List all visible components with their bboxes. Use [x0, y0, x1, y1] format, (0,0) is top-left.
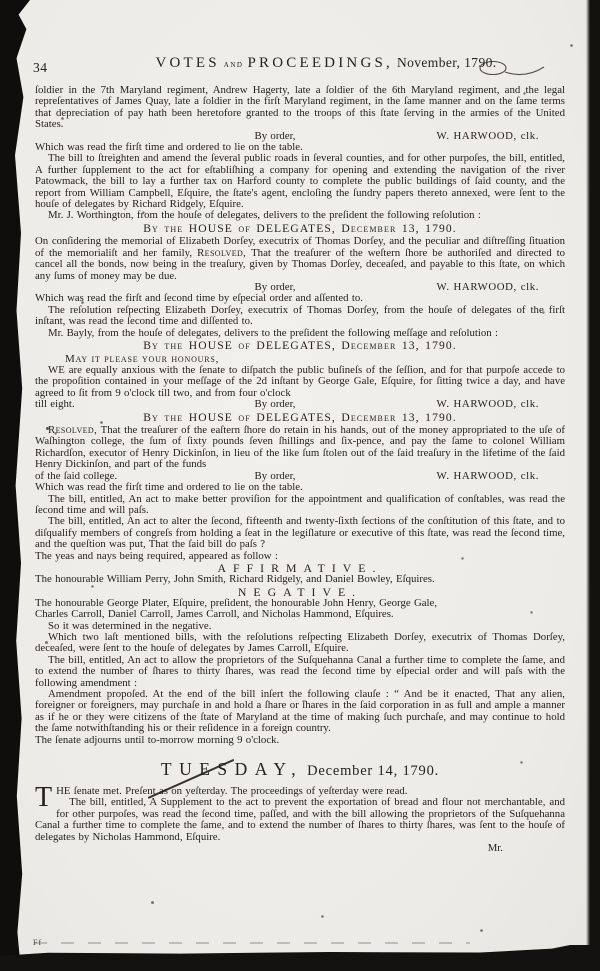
tuesday-day-label: TUESDAY,	[160, 759, 304, 780]
line-determined-negative: So it was determined in the negative.	[48, 619, 212, 632]
paragraph-bayly: Mr. Bayly, from the houſe of delegates, delivers to the preſident the following meſſage and reſolution :	[48, 326, 498, 339]
dorsey-rest-text: That the treaſurer of the weſtern ſhore be authoriſed and directed to cancel all the bonds, now being in the treaſury, given by Thomas Dorſey, deceaſed, and payable to this ſtate, on which any ſums of money may be due.	[35, 246, 565, 282]
signature-mark: Ff	[33, 938, 43, 947]
paragraph-worthington: Mr. J. Worthington, from the houſe of delegates, delivers to the preſident the following reſolution :	[48, 209, 481, 222]
paragraph-alter-constitution: The bill, entitled, An act to alter the ſecond, fifteenth and twenty-ſixth ſections of the conſtitution of this ſtate, and to diſqualify members of congreſs from holding a ſeat in the legiſlature or executive of this ſtate, was read the ſecond time, and the queſtion was put, That the ſaid bill do paſs ?	[35, 515, 565, 551]
by-order-label: By order,	[254, 469, 296, 482]
tuesday-date-label: December 14, 1790.	[307, 763, 440, 780]
page-number: 34	[33, 60, 48, 75]
paragraph-two-last-bills: Which two laſt mentioned bills, with the reſolutions reſpecting Elizabeth Dorſey, executrix of Thomas Dorſey, deceaſed, were ſent to the houſe of delegates by James Carroll, Eſquire.	[35, 630, 565, 655]
resolved-label: Resolved,	[197, 246, 247, 259]
paragraph-constables-bill: The bill, entitled, An act to make better proviſion for the appointment and qualification of conſtables, was read the ſecond time and will paſs.	[35, 492, 565, 516]
line-senate-adjourns: The ſenate adjourns until to-morrow morning 9 o'clock.	[35, 733, 280, 746]
negative-heading: NEGATIVE.	[237, 584, 363, 599]
line-yeas-and-nays: The yeas and nays being required, appeared as follow :	[35, 549, 278, 562]
title-word-and: and	[223, 59, 244, 70]
paragraph-senate-met: HE ſenate met. Preſent as on yeſterday. The proceedings of yeſterday were read.	[56, 785, 408, 798]
by-order-label: By order,	[254, 281, 296, 293]
line-read-first-second-time: Which was read the firſt and ſecond time by eſpecial order and aſſented to.	[35, 292, 363, 305]
house-of-delegates-heading-1: By the HOUSE of DELEGATES, December 13, 1790.	[143, 221, 457, 235]
clerk-signature: W. HARWOOD, clk.	[436, 469, 539, 482]
clerk-signature: W. HARWOOD, clk.	[436, 281, 539, 293]
affirmative-heading: AFFIRMATIVE.	[217, 560, 383, 575]
title-word-votes: VOTES	[155, 55, 220, 71]
affirmative-names: The honourable William Perry, John Smith, Richard Ridgely, and Daniel Bowley, Eſquires.	[35, 573, 435, 586]
house-of-delegates-heading-2: By the HOUSE of DELEGATES, December 13, 1790.	[143, 339, 457, 353]
paragraph-we-accede: WE are equally anxious with the ſenate to diſpatch the public buſineſs of the ſeſſion, and for that purpoſe accede to the propoſition contained in your meſſage of the 2d inſtant by George Gale, Eſquire, for ſitting twice a day, and have agreed to ſit from 9 o'clock till two, and from four o'clock	[35, 363, 565, 399]
paragraph-tail: till eight.	[35, 398, 75, 411]
scan-edge-right	[586, 0, 600, 971]
line-read-first-time: Which was read the firſt time and ordered to lie on the table.	[35, 141, 303, 154]
paragraph-treasurer-washington-college	[35, 425, 565, 471]
resolved-label: Resolved,	[48, 424, 98, 437]
negative-names-line-2: Charles Carroll, Daniel Carroll, James Carroll, and Nicholas Hammond, Eſquires.	[35, 608, 394, 621]
salutation-line: May it please your honours,	[65, 352, 220, 365]
tuesday-section	[35, 759, 565, 843]
paragraph-bread-flour-supplement: The bill, entitled, A Supplement to the act to prevent the exportation of bread and flour not merchantable, and for other purpoſes, was read the ſecond time, paſſed, and with the bill allowing the proprietors of the Suſquehanna Canal a further time to complete the ſame, and to extend the number of ſhares to thirty ſhares, was ſent to the houſe of delegates by Nicholas Hammond, Eſquire.	[35, 796, 565, 843]
paragraph-soldier-depreciation: ſoldier in the 7th Maryland regiment, Andrew Hagerty, late a ſoldier of the 6th Maryland regiment, and the legal repreſentatives of James Quay, late a ſoldier in the firſt Maryland regiment, in the ſame manner and on the ſame terms that depreciation of pay hath been heretofore granted to the troops of this ſtate ſerving in the armies of the United States.	[35, 84, 565, 131]
scan-edge-left	[0, 0, 30, 971]
paragraph-tail: of the ſaid college.	[35, 469, 118, 482]
paragraph-roads-patowmack: The bill to ſtreighten and amend the ſeveral public roads in ſeveral counties, and for other purpoſes, the bill, entitled, A further ſupplement to the act for eſtabliſhing a company for opening and extending the navigation of the river Patowmack, the bill to lay a further tax on Harford county to complete the public buildings of ſaid county, and the report from William Campbell, Eſquire, the ſtate's agent, encloſing the ſundry papers thereto annexed, were ſent to the houſe of delegates by Richard Ridgely, Eſquire.	[35, 152, 565, 211]
line-read-first-time-2: Which was read the firſt time and ordered to lie on the table.	[35, 481, 303, 494]
title-date: November, 1790.	[396, 55, 497, 70]
by-order-label: By order,	[254, 129, 296, 142]
clerk-signature-flourished: W. HARWOOD, clk.	[436, 398, 539, 411]
byline-row	[35, 399, 565, 410]
tuesday-heading	[35, 759, 565, 780]
page-header	[35, 54, 565, 78]
paragraph-susquehanna-canal: The bill, entitled, An act to allow the proprietors of the Suſquehanna Canal a further time to complete the ſame, and to extend the number of ſhares to thirty ſhares, was read the ſecond time by eſpecial order and will paſs with the following amendment :	[35, 653, 565, 689]
page-content	[35, 54, 565, 854]
clerk-signature: W. HARWOOD, clk.	[436, 129, 539, 142]
page-title	[35, 54, 565, 72]
treasurer-rest-text: That the treaſurer of the eaſtern ſhore do retain in his hands, out of the money appropriated to the uſe of Waſhington college, the ſum of ſixty pounds ſeven ſhillings and ſix-pence, and pay the ſame to colonel William Richardſon, executor of Henry Dickinſon, in lieu of the like ſum ſtolen out of the ſaid treaſury in the lifetime of the ſaid Henry Dickinſon, and part of the funds	[35, 424, 565, 471]
house-of-delegates-heading-3: By the HOUSE of DELEGATES, December 13, 1790.	[143, 410, 457, 424]
by-order-label: By order,	[254, 398, 296, 411]
scan-smudge	[34, 942, 470, 944]
catchword: Mr.	[487, 842, 503, 855]
paragraph-resolution-dorsey: The reſolution reſpecting Elizabeth Dorſey, executrix of Thomas Dorſey, from the houſe of delegates of the firſt inſtant, was read the ſecond time and diſſented to.	[35, 303, 565, 328]
paragraph-dorsey-memorial	[35, 236, 565, 282]
scan-edge-bottom	[0, 945, 600, 971]
dorsey-lead-text: On conſidering the memorial of Elizabeth Dorſey, executrix of Thomas Dorſey, and the peculiar and diſtreſſing ſituation of the memorialiſt and her family,	[35, 235, 565, 259]
title-word-proceedings: PROCEEDINGS,	[247, 55, 393, 71]
negative-names-line-1: The honourable George Plater, Eſquire, preſident, the honourable John Henry, George Gale,	[35, 596, 438, 609]
paragraph-amendment-proposed: Amendment propoſed. At the end of the bill inſert the following clauſe : “ And be it enacted, That any alien, foreigner or foreigners, may purchaſe in and hold a ſhare or ſhares in the ſaid corporation in as full and ample a manner as if he or they were citizens of the ſtate of Maryland at the time of making ſuch purchaſe, and may continue to hold the ſame notwithſtanding his or their reſidence in a foreign country.	[35, 688, 565, 735]
drop-cap-T: T	[35, 782, 53, 814]
